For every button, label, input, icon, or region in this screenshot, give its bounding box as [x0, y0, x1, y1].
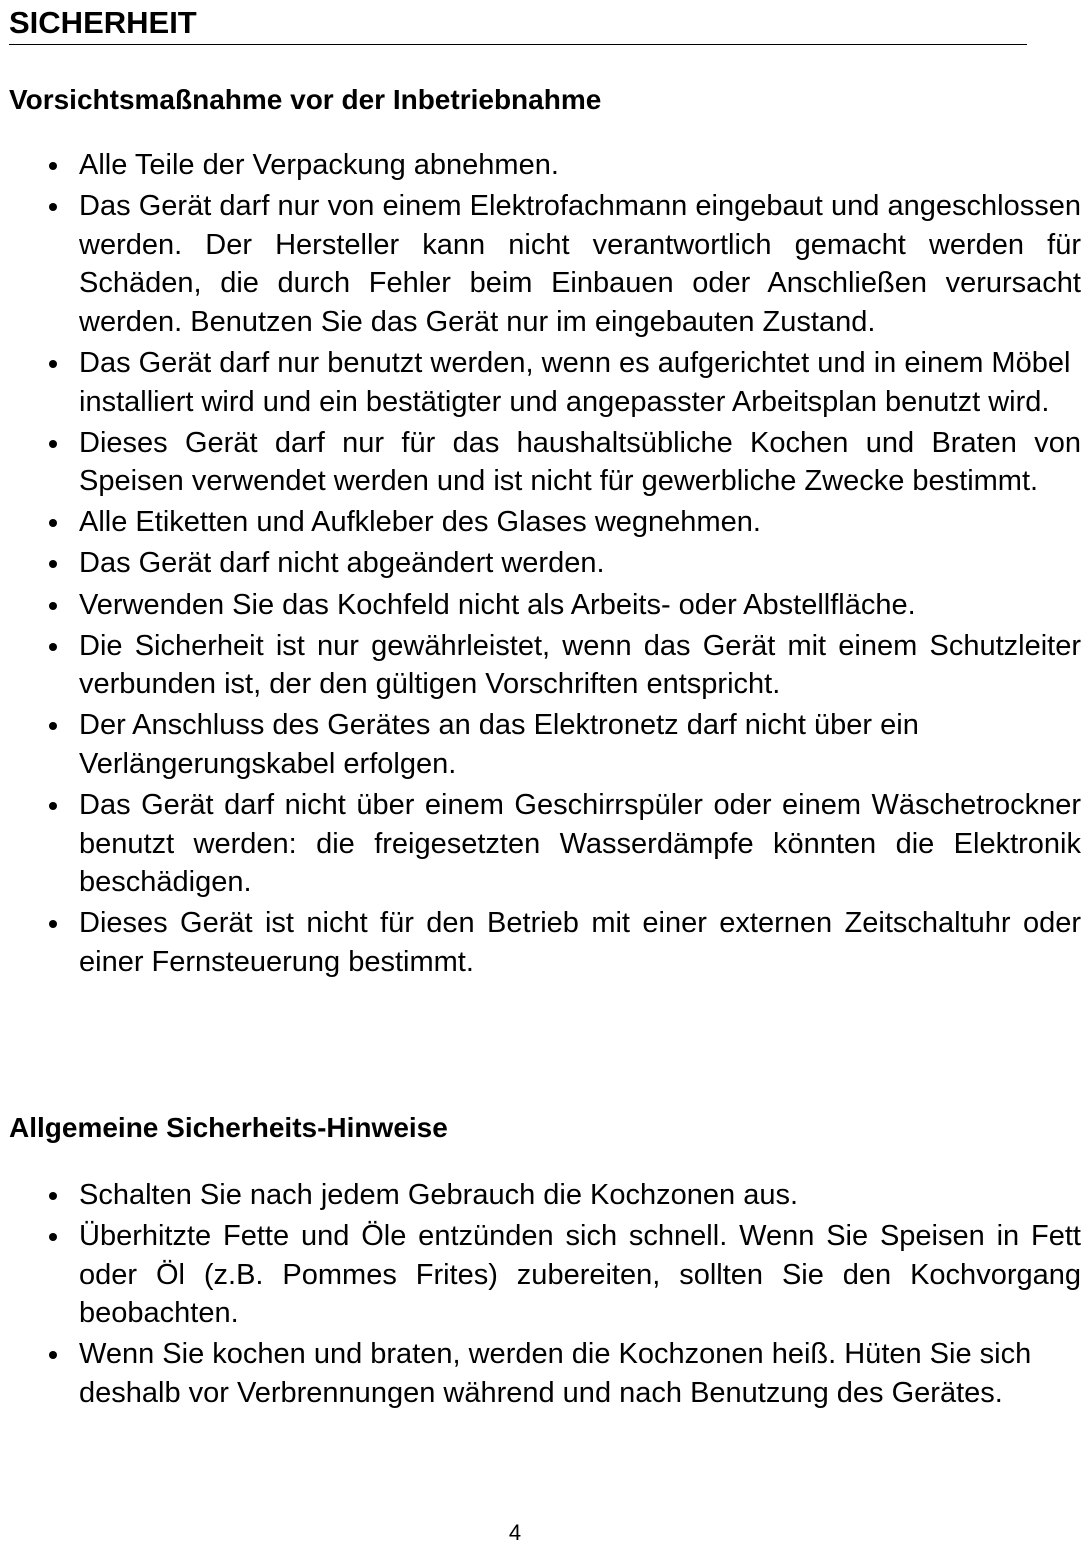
bullet-icon	[49, 602, 57, 610]
list-item	[0, 344, 1081, 421]
list-item	[0, 1176, 1081, 1215]
list-item	[0, 146, 1081, 185]
title-rule	[9, 44, 1027, 45]
list-item-text: Die Sicherheit ist nur gewährleistet, wenn das Gerät mit einem Schutzleiter verbunden ist, der den gültigen Vorschriften entspricht.	[79, 629, 1081, 701]
bullet-icon	[49, 519, 57, 527]
bullet-icon	[49, 722, 57, 730]
bullet-icon	[49, 360, 57, 368]
list-item-text: Das Gerät darf nur von einem Elektrofachmann eingebaut und angeschlossen werden. Der Hersteller kann nicht verantwortlich gemacht werden für Schäden, die durch Fehler beim Einbauen oder Anschließen verursacht werden. Benutzen Sie das Gerät nur im eingebauten Zustand.	[79, 190, 1081, 338]
list-item-text: Überhitzte Fette und Öle entzünden sich schnell. Wenn Sie Speisen in Fett oder Öl (z.B. Pommes Frites) zubereiten, sollten Sie den Kochvorgang beobachten.	[79, 1220, 1081, 1330]
list-item	[0, 586, 1081, 625]
bullet-icon	[49, 1351, 57, 1359]
general-safety-list	[0, 1176, 1091, 1415]
list-item-text: Das Gerät darf nicht über einem Geschirrspüler oder einem Wäschetrockner benutzt werden: die freigesetzten Wasserdämpfe könnten die Elektronik beschädigen.	[79, 789, 1081, 899]
list-item-text: Dieses Gerät darf nur für das haushaltsübliche Kochen und Braten von Speisen verwendet werden und ist nicht für gewerbliche Zwecke bestimmt.	[79, 426, 1081, 498]
list-item-text: Der Anschluss des Gerätes an das Elektronetz darf nicht über ein Verlängerungskabel erfolgen.	[79, 709, 919, 780]
bullet-icon	[49, 440, 57, 448]
list-item	[0, 544, 1081, 583]
precautions-list	[0, 146, 1091, 984]
list-item	[0, 1217, 1081, 1333]
section-heading-general-safety: Allgemeine Sicherheits-Hinweise	[9, 1112, 448, 1143]
list-item	[0, 706, 1081, 783]
list-item	[0, 904, 1081, 981]
bullet-icon	[49, 162, 57, 170]
list-item-text: Dieses Gerät ist nicht für den Betrieb mit einer externen Zeitschaltuhr oder einer Fernsteuerung bestimmt.	[79, 907, 1081, 978]
list-item	[0, 503, 1081, 542]
list-item	[0, 786, 1081, 902]
list-item	[0, 627, 1081, 704]
list-item	[0, 424, 1081, 501]
bullet-icon	[49, 560, 57, 568]
list-item-text: Wenn Sie kochen und braten, werden die Kochzonen heiß. Hüten Sie sich deshalb vor Verbrennungen während und nach Benutzung des Gerätes.	[79, 1338, 1032, 1409]
list-item	[0, 187, 1081, 341]
list-item-text: Das Gerät darf nicht abgeändert werden.	[79, 547, 605, 580]
bullet-icon	[49, 203, 57, 211]
list-item-text: Alle Teile der Verpackung abnehmen.	[79, 149, 559, 181]
bullet-icon	[49, 1233, 57, 1241]
bullet-icon	[49, 1192, 57, 1200]
page-number: 4	[508, 1520, 522, 1545]
list-item-text: Alle Etiketten und Aufkleber des Glases wegnehmen.	[79, 506, 761, 539]
bullet-icon	[49, 802, 57, 810]
bullet-icon	[49, 643, 57, 651]
list-item-text: Das Gerät darf nur benutzt werden, wenn es aufgerichtet und in einem Möbel installiert wird und ein bestätigter und angepasster Arbeitsplan benutzt wird.	[79, 346, 1071, 418]
bullet-icon	[49, 920, 57, 928]
list-item-text: Schalten Sie nach jedem Gebrauch die Kochzonen aus.	[79, 1179, 799, 1211]
page-title: SICHERHEIT	[9, 5, 197, 40]
list-item-text: Verwenden Sie das Kochfeld nicht als Arbeits- oder Abstellfläche.	[79, 588, 916, 621]
section-heading-precautions: Vorsichtsmaßnahme vor der Inbetriebnahme	[9, 84, 602, 115]
list-item	[0, 1335, 1081, 1412]
